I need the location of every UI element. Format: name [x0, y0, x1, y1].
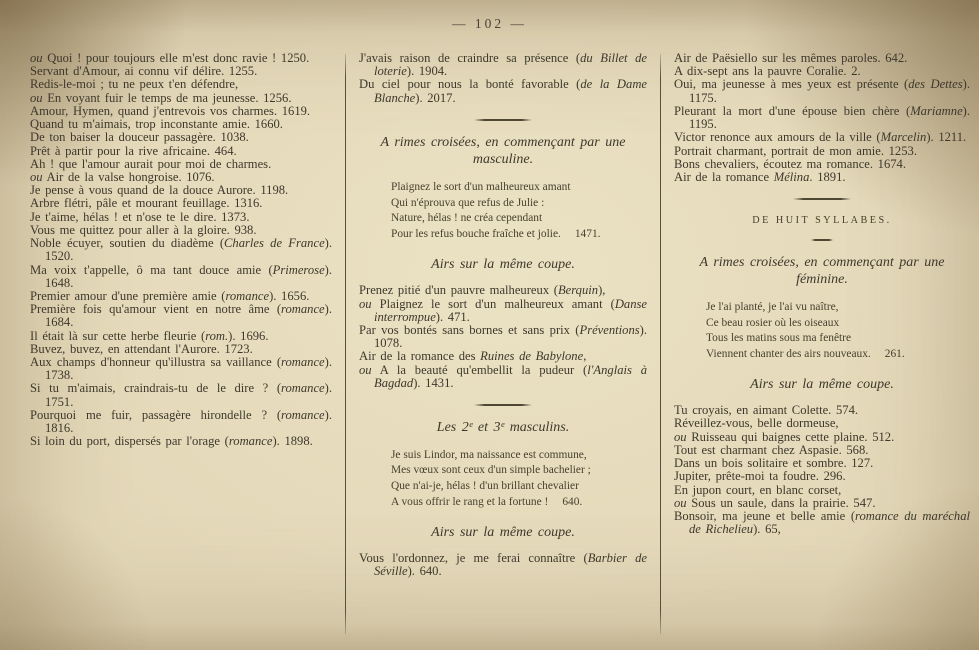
index-entry: Vous l'ordonnez, je me ferai connaître (Barbier de Séville). 640.	[359, 551, 647, 579]
index-entry: De ton baiser la douceur passagère. 1038.	[30, 130, 249, 145]
verse-line: Tous les matins sous ma fenêtre	[706, 332, 852, 345]
text-column-3	[674, 52, 970, 536]
index-entry: Tout est charmant chez Aspasie. 568.	[674, 442, 869, 457]
index-entry: Vous me quittez pour aller à la gloire. 938.	[30, 222, 257, 237]
verse-line: Nature, hélas ! ne créa cependant	[391, 212, 543, 225]
index-entry: Première fois qu'amour vient en notre âme (romance). 1684.	[30, 302, 332, 330]
index-entry: Pourquoi me fuir, passagère hirondelle ? (romance). 1816.	[30, 407, 332, 436]
index-entry: Pleurant la mort d'une épouse bien chère (Mariamne). 1195.	[674, 103, 970, 132]
index-entry: Je pense à vous quand de la douce Aurore. 1198.	[30, 183, 289, 198]
column-divider	[345, 54, 346, 634]
index-entry: ou Plaignez le sort d'un malheureux amant (Danse interrompue). 471.	[359, 296, 647, 324]
index-entry: J'avais raison de craindre sa présence (du Billet de loterie). 1904.	[359, 51, 647, 79]
index-entry: Jupiter, prête-moi ta foudre. 296.	[674, 469, 846, 484]
index-entry: Si tu m'aimais, craindrais-tu de le dire ? (romance). 1751.	[30, 381, 332, 409]
section-heading: Airs sur la même coupe.	[431, 256, 575, 272]
index-entry: ou Quoi ! pour toujours elle m'est donc ravie ! 1250.	[30, 51, 310, 65]
index-entry: Dans un bois solitaire et sombre. 127.	[674, 456, 874, 471]
index-entry: Aux champs d'honneur qu'illustra sa vaillance (romance). 1738.	[30, 355, 332, 383]
section-heading: A rimes croisées, en commençant par une masculine.	[380, 134, 626, 168]
index-entry: Victor renonce aux amours de la ville (Marcelin). 1211.	[674, 130, 967, 145]
verse-quote	[706, 300, 970, 363]
index-entry: A dix-sept ans la pauvre Coralie. 2.	[674, 64, 861, 79]
index-entry: En jupon court, en blanc corset,	[674, 482, 842, 497]
index-entry: Prêt à partir pour la rive africaine. 464.	[30, 143, 237, 158]
text-columns	[30, 52, 970, 634]
index-entry: Air de la romance des Ruines de Babylone,	[359, 349, 587, 364]
verse-line: Que n'ai-je, hélas ! d'un brillant chevalier	[391, 480, 579, 493]
separator-rule	[474, 404, 532, 406]
index-entry: Ah ! que l'amour aurait pour moi de charmes.	[30, 156, 272, 171]
index-entry: Oui, ma jeunesse à mes yeux est présente (des Dettes). 1175.	[674, 77, 970, 105]
index-entry: Prenez pitié d'un pauvre malheureux (Berquin),	[359, 283, 606, 298]
verse-quote	[391, 180, 647, 243]
verse-line: Viennent chanter des airs nouveaux. 261.	[706, 347, 905, 360]
section-heading: Airs sur la même coupe.	[750, 376, 894, 392]
section-heading: Les 2ᵉ et 3ᵉ masculins.	[436, 420, 570, 436]
section-heading: A rimes croisées, en commençant par une féminine.	[699, 254, 945, 288]
tune-number: 640.	[562, 495, 583, 508]
section-label: DE HUIT SYLLABES.	[752, 215, 892, 227]
index-entry: Servant d'Amour, ai connu vif délire. 1255.	[30, 64, 258, 79]
index-entry: Tu croyais, en aimant Colette. 574.	[674, 403, 859, 418]
verse-line: Je l'ai planté, je l'ai vu naître,	[706, 300, 839, 313]
index-entry: Amour, Hymen, quand j'entrevois vos charmes. 1619.	[30, 103, 311, 118]
verse-quote	[391, 448, 647, 511]
separator-rule	[474, 119, 532, 121]
index-entry: ou Sous un saule, dans la prairie. 547.	[674, 495, 876, 510]
index-entry: ou Air de la valse hongroise. 1076.	[30, 169, 215, 184]
text-column-1	[30, 52, 332, 449]
section-heading: Airs sur la même coupe.	[431, 524, 575, 540]
column-divider	[660, 54, 661, 634]
index-entry: Bonsoir, ma jeune et belle amie (romance du maréchal de Richelieu). 65,	[674, 508, 970, 537]
index-entry: Quand tu m'aimais, trop inconstante amie. 1660.	[30, 117, 283, 132]
index-entry: Bons chevaliers, écoutez ma romance. 1674.	[674, 156, 907, 171]
index-entry: Il était là sur cette herbe fleurie (rom.). 1696.	[30, 328, 269, 343]
index-entry: Du ciel pour nous la bonté favorable (de la Dame Blanche). 2017.	[359, 77, 648, 105]
separator-rule	[811, 239, 833, 241]
index-entry: Réveillez-vous, belle dormeuse,	[674, 416, 839, 431]
verse-line: A vous offrir le rang et la fortune ! 640.	[391, 495, 583, 508]
verse-line: Ce beau rosier où les oiseaux	[706, 316, 840, 329]
verse-line: Pour les refus bouche fraîche et jolie. 1471.	[391, 228, 601, 241]
index-entry: Redis-le-moi ; tu ne peux t'en défendre,	[30, 77, 239, 92]
verse-line: Qui n'éprouva que refus de Julie :	[391, 196, 545, 209]
index-entry: Je t'aime, hélas ! et n'ose te le dire. 1373.	[30, 209, 250, 224]
text-column-2	[359, 52, 647, 578]
index-entry: Par vos bontés sans bornes et sans prix (Préventions). 1078.	[359, 322, 647, 351]
verse-line: Plaignez le sort d'un malheureux amant	[391, 180, 571, 193]
index-entry: Noble écuyer, soutien du diadème (Charles de France). 1520.	[30, 236, 333, 264]
verse-line: Je suis Lindor, ma naissance est commune,	[391, 448, 587, 461]
verse-line: Mes vœux sont ceux d'un simple bachelier ;	[391, 464, 591, 477]
index-entry: Ma voix t'appelle, ô ma tant douce amie (Primerose). 1648.	[30, 262, 332, 290]
tune-number: 261.	[884, 347, 905, 360]
tune-number: 1471.	[574, 228, 601, 241]
index-entry: ou A la beauté qu'embellit la pudeur (l'Anglais à Bagdad). 1431.	[359, 362, 648, 390]
index-entry: Air de Paësiello sur les mêmes paroles. 642.	[674, 51, 908, 65]
index-entry: Si loin du port, dispersés par l'orage (romance). 1898.	[30, 434, 313, 449]
index-entry: Arbre flétri, pâle et mourant feuillage. 1316.	[30, 196, 263, 211]
index-entry: ou Ruisseau qui baignes cette plaine. 512.	[674, 429, 895, 444]
separator-rule	[793, 198, 851, 200]
page-number: — 102 —	[452, 16, 527, 31]
index-entry: Air de la romance Mélina. 1891.	[674, 169, 846, 184]
index-entry: Buvez, buvez, en attendant l'Aurore. 1723.	[30, 341, 253, 356]
index-entry: Portrait charmant, portrait de mon amie. 1253.	[674, 143, 917, 158]
index-entry: Premier amour d'une première amie (romance). 1656.	[30, 288, 310, 303]
index-entry: ou En voyant fuir le temps de ma jeunesse. 1256.	[30, 90, 292, 105]
